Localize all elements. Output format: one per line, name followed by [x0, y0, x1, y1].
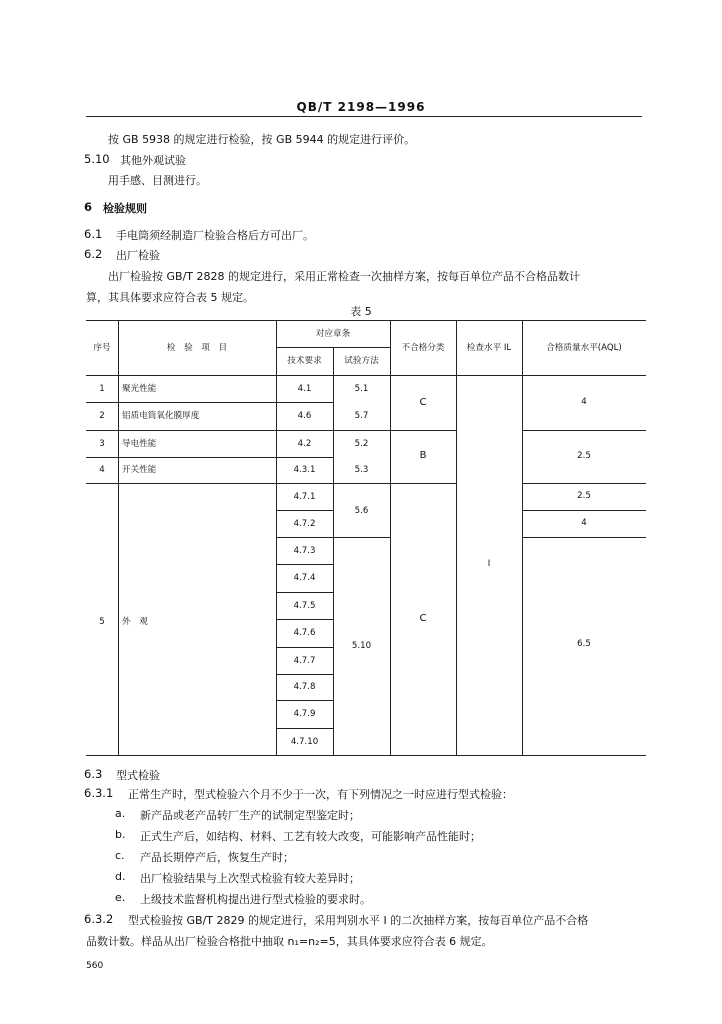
- row5-seq: 5: [99, 617, 105, 627]
- section-6-3-2-text-line1: 型式检验按 GB/T 2829 的规定进行，采用判别水平 I 的二次抽样方案，按每百单位产品不合格: [128, 914, 589, 927]
- row3-item: 导电性能: [122, 439, 157, 449]
- row2-method: 5.7: [354, 411, 369, 421]
- section-5-10-number: 5.10: [84, 152, 110, 166]
- paragraph-5-9-tail: 按 GB 5938 的规定进行检验，按 GB 5944 的规定进行评价。: [108, 133, 416, 146]
- header-clauses: 对应章条: [315, 329, 351, 339]
- row1-item: 聚光性能: [122, 384, 157, 394]
- appearance-req-6: 4.7.6: [293, 628, 316, 638]
- header-class: 不合格分类: [401, 343, 445, 353]
- appearance-req-10: 4.7.10: [290, 737, 319, 747]
- row4-method: 5.3: [354, 465, 369, 475]
- row4-req: 4.3.1: [293, 465, 316, 475]
- section-6-2-number: 6.2: [84, 247, 103, 261]
- section-6-2-text-line1: 出厂检验按 GB/T 2828 的规定进行，采用正常检查一次抽样方案，按每百单位产品不合格品数计: [108, 270, 580, 283]
- appearance-req-3: 4.7.3: [293, 546, 316, 556]
- list-text-c: 产品长期停产后，恢复生产时；: [140, 851, 294, 864]
- list-text-b: 正式生产后，如结构、材料、工艺有较大改变，可能影响产品性能时；: [140, 830, 481, 843]
- class-c-row-5: C: [419, 613, 427, 624]
- appearance-req-7: 4.7.7: [293, 656, 316, 666]
- list-text-e: 上级技术监督机构提出进行型式检验的要求时。: [140, 893, 371, 906]
- header-aql: 合格质量水平(AQL): [546, 343, 622, 353]
- list-text-d: 出厂检验结果与上次型式检验有较大差异时；: [140, 872, 360, 885]
- row4-seq: 4: [99, 465, 105, 475]
- section-6-3-2-number: 6.3.2: [84, 912, 114, 926]
- section-6-number: 6: [84, 200, 93, 214]
- header-seq: 序号: [93, 343, 111, 353]
- section-6-3-2-text-line2: 品数计数。样品从出厂检验合格批中抽取 n₁=n₂=5，其具体要求应符合表 6 规定。: [86, 935, 493, 948]
- standard-code-header: QB/T 2198—1996: [296, 100, 426, 114]
- appearance-req-5: 4.7.5: [293, 601, 316, 611]
- list-mark-b: b.: [115, 828, 126, 841]
- row3-seq: 3: [99, 439, 105, 449]
- row3-req: 4.2: [297, 439, 312, 449]
- row1-req: 4.1: [297, 384, 312, 394]
- section-5-10-title: 其他外观试验: [120, 154, 186, 167]
- list-mark-a: a.: [115, 807, 126, 820]
- class-c-rows-1-2: C: [419, 397, 427, 408]
- aql-2-5-appearance: 2.5: [577, 491, 591, 501]
- appearance-req-8: 4.7.8: [293, 682, 316, 692]
- aql-6-5-appearance: 6.5: [577, 639, 591, 649]
- section-5-10-text: 用手感、目测进行。: [108, 174, 207, 187]
- header-test-method: 试验方法: [344, 356, 379, 366]
- row1-seq: 1: [99, 384, 105, 394]
- row2-item: 铝质电筒氧化膜厚度: [122, 411, 200, 421]
- header-level: 检查水平 IL: [466, 343, 512, 353]
- row2-req: 4.6: [297, 411, 312, 421]
- page-number: 560: [86, 961, 104, 971]
- section-6-1-text: 手电筒须经制造厂检验合格后方可出厂。: [116, 229, 314, 242]
- header-item: 检 验 项 目: [166, 343, 228, 353]
- aql-2-5-rows-3-4: 2.5: [577, 451, 591, 461]
- row1-method: 5.1: [354, 384, 369, 394]
- method-5-6: 5.6: [354, 506, 369, 516]
- table-5: [86, 320, 646, 756]
- row2-seq: 2: [99, 411, 105, 421]
- section-6-2-text-line2: 算，其具体要求应符合表 5 规定。: [86, 291, 254, 304]
- class-b-rows-3-4: B: [419, 450, 427, 461]
- section-6-1-number: 6.1: [84, 227, 103, 241]
- list-mark-e: e.: [115, 891, 126, 904]
- method-5-10: 5.10: [351, 641, 372, 651]
- table-5-caption: 表 5: [350, 305, 372, 318]
- section-6-3-number: 6.3: [84, 767, 103, 781]
- row3-method: 5.2: [354, 439, 369, 449]
- appearance-req-1: 4.7.1: [293, 492, 316, 502]
- header-rule: [86, 116, 642, 117]
- inspection-level-value: I: [487, 559, 491, 569]
- section-6-title: 检验规则: [103, 202, 147, 215]
- list-mark-c: c.: [115, 849, 125, 862]
- section-6-3-title: 型式检验: [116, 769, 160, 782]
- section-6-3-1-text: 正常生产时，型式检验六个月不少于一次，有下列情况之一时应进行型式检验：: [128, 788, 513, 801]
- row4-item: 开关性能: [122, 465, 157, 475]
- header-tech-req: 技术要求: [287, 356, 322, 366]
- aql-4-rows-1-2: 4: [581, 397, 587, 407]
- section-6-3-1-number: 6.3.1: [84, 786, 114, 800]
- row5-item: 外 观: [122, 617, 148, 627]
- appearance-req-4: 4.7.4: [293, 573, 316, 583]
- list-mark-d: d.: [115, 870, 126, 883]
- list-text-a: 新产品或老产品转厂生产的试制定型鉴定时；: [140, 809, 360, 822]
- aql-4-appearance: 4: [581, 518, 587, 528]
- appearance-req-9: 4.7.9: [293, 709, 316, 719]
- appearance-req-2: 4.7.2: [293, 519, 316, 529]
- section-6-2-title: 出厂检验: [116, 249, 160, 262]
